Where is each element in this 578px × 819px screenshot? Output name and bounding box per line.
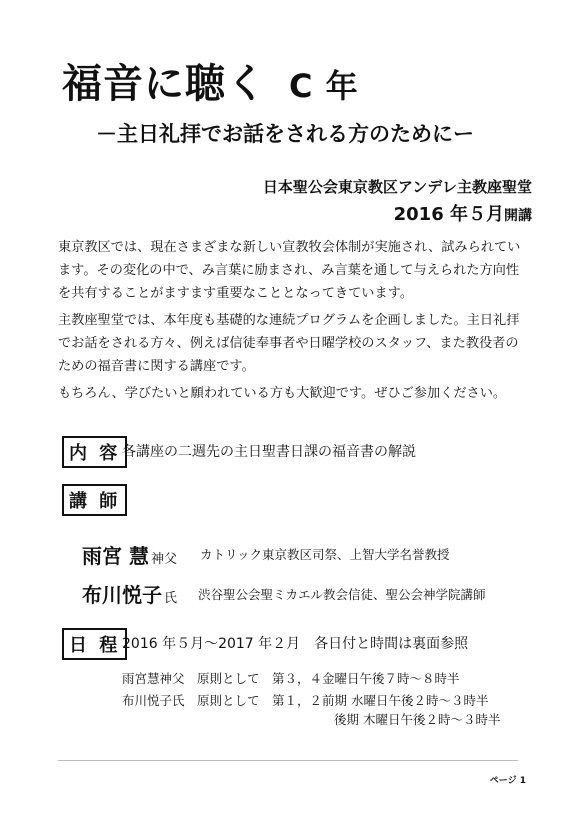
- intro-text: [58, 236, 530, 409]
- start-date-main: 2016 年５月: [393, 204, 504, 225]
- intro-paragraph-3: もちろん、学びたいと願われている方も大歓迎です。ぜひご参加ください。: [58, 386, 507, 401]
- lecturer-row-1: [82, 540, 177, 569]
- lecturer-name-1: 雨宮 慧: [82, 544, 149, 568]
- lecturer-title-1: 神父: [150, 552, 177, 567]
- schedule-label: 日 程: [62, 628, 127, 660]
- footer-divider: [58, 760, 518, 761]
- lecturer-name-2: 布川悦子: [82, 583, 162, 607]
- lecturer-row-2: [82, 579, 177, 608]
- intro-paragraph-2: 主教座聖堂では、本年度も基礎的な連続プログラムを企画しました。主日礼拝でお話をされる方々、例えば信徒奉事者や日曜学校のスタッフ、また教役者のための福音書に関する講座です。: [58, 313, 520, 374]
- start-date-suffix: 開講: [504, 208, 532, 224]
- start-date: [394, 200, 532, 226]
- page-subtitle: －主日礼拝でお話をされる方のためにー: [96, 122, 474, 146]
- lecturer-desc-1: カトリック東京教区司祭、上智大学名誉教授: [200, 547, 450, 562]
- organization-name: 日本聖公会東京教区アンデレ主教座聖堂: [262, 178, 532, 196]
- schedule-line-2: 布川悦子氏 原則として 第１，２前期 水曜日午後２時～３時半: [122, 693, 489, 708]
- lecturer-title-2: 氏: [164, 591, 178, 606]
- page-title: [62, 52, 542, 109]
- schedule-main: 2016 年５月～2017 年２月 各日付と時間は裏面参照: [122, 636, 469, 652]
- lecturer-desc-2: 渋谷聖公会聖ミカエル教会信徒、聖公会神学院講師: [198, 587, 486, 602]
- page-number: ページ 1: [489, 776, 526, 786]
- title-grade: C 年: [289, 67, 359, 105]
- schedule-line-3: 後期 木曜日午後２時～３時半: [334, 712, 501, 727]
- schedule-line-1: 雨宮慧神父 原則として 第３，４金曜日午後７時～８時半: [122, 671, 460, 686]
- content-text: 各講座の二週先の主日聖書日課の福音書の解説: [122, 444, 416, 460]
- title-text: 福音に聴く: [62, 61, 267, 107]
- content-label: 内 容: [62, 436, 127, 468]
- lecturer-label: 講 師: [62, 484, 127, 516]
- intro-paragraph-1: 東京教区では、現在さまざまな新しい宣教牧会体制が実施され、試みられています。その変化の中で、み言葉に励まされ、み言葉を通して与えられた方向性を共有することがますます重要なこととなってきています。: [58, 240, 521, 301]
